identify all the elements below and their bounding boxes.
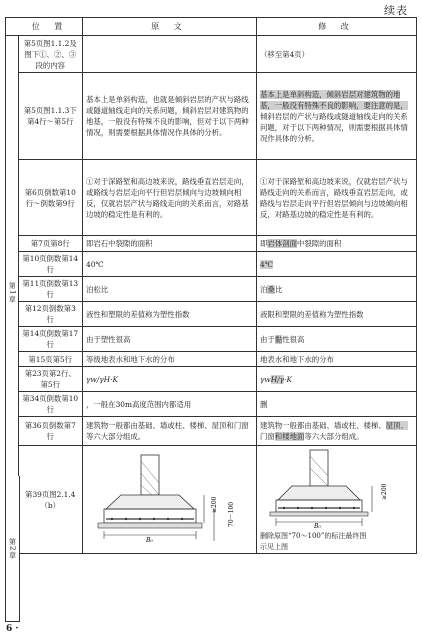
row-original: 由于塑性很高	[83, 327, 257, 352]
foundation-diagram-original	[86, 453, 246, 543]
revised-highlight: 4℃	[260, 259, 273, 269]
row-original: γw/γH·K	[83, 367, 257, 392]
row-revised: 删	[257, 392, 417, 417]
row-original: 建筑物一般都由基础、墙或柱、楼梯、屋顶和门窗等六大部分组成。	[83, 417, 257, 446]
row-revised: （移至第4页）	[257, 36, 417, 73]
table-row	[6, 160, 417, 236]
continued-label: 续表	[384, 4, 408, 17]
row-revised: 建筑物一般都由基础、墙或柱、楼梯、屋顶、门窗和楼地面等六大部分组成。	[257, 417, 417, 446]
row-location: 第34页倒数第10行	[18, 392, 83, 417]
row-revised: 即岩体剖面中裂隙的面积	[257, 236, 417, 252]
row-location: 第5页图1.1.3下第4行～第5行	[18, 73, 83, 160]
chapter-1-label: 第1章	[8, 281, 17, 304]
row-original	[83, 36, 257, 73]
chapter-2-label: 第2章	[8, 537, 17, 560]
row-original: 基本上是单斜构造，也就是倾斜岩层的产状与路线或隧道轴线走向的关系问题，倾斜岩层对建筑物的地基，一般没有特殊不良的影响，但对于以下两种情况，则需要根据具体情况作具体的分析。	[83, 73, 257, 160]
table-row	[6, 252, 417, 277]
row-location: 第7页第8行	[18, 236, 83, 252]
revised-highlight: 和楼地面	[274, 432, 305, 441]
original-figure-cell	[83, 446, 257, 554]
row-original: 40℃	[83, 252, 257, 277]
foundation-diagram-revised	[260, 448, 410, 528]
row-original: 等级地表水和地下水的分布	[83, 352, 257, 367]
row-location: 第36页倒数第7行	[18, 417, 83, 446]
table-row	[6, 446, 417, 554]
row-location: 第5页图1.1.2及图下①、②、③段的内容	[18, 36, 83, 73]
width-label: B₀	[314, 523, 321, 528]
row-original: ，一般在30m高度范围内都适用	[83, 392, 257, 417]
depth-label: 70～100	[228, 501, 235, 527]
row-revised: 地表水和地下水的分布	[257, 352, 417, 367]
height-label: ≥200	[381, 483, 388, 500]
table-row	[6, 367, 417, 392]
col-original: 原 文	[83, 18, 257, 36]
page-number: 6 ·	[6, 624, 19, 634]
revision-note: 删除原图“70～100”的标注最终图示见上图	[260, 532, 367, 551]
row-location: 第6页倒数第10行～倒数第9行	[18, 160, 83, 236]
table-row	[6, 392, 417, 417]
table-row	[6, 277, 417, 302]
row-revised: 液限和塑限的差值称为塑性指数	[257, 302, 417, 327]
revised-highlight: 屋顶、	[385, 421, 408, 430]
row-revised: γwH/γ·K	[257, 367, 417, 392]
revised-highlight: 岩体剖面	[267, 239, 297, 248]
row-revised: ①对于深路堑和高边坡来说，仅就岩层产状与路线走向的关系而言，路线垂直岩层走向，或路线与岩层走向平行但岩层倾向与边坡倾向相反，对路基边坡的稳定性是有利的。	[257, 160, 417, 236]
row-location: 第15页第5行	[18, 352, 83, 367]
row-revised: 基本上是单斜构造，倾斜岩层对建筑物的地基，一般没有特殊不良的影响，要注意的是，倾斜岩层的产状与路线或隧道轴线走向的关系问题，对于以下两种情况，则需要根据具体情况作具体的分析。	[257, 73, 417, 160]
table-row	[6, 352, 417, 367]
errata-table	[5, 17, 417, 554]
row-original: 泊松比	[83, 277, 257, 302]
col-revised: 修 改	[257, 18, 417, 36]
row-original: 液性和塑限的差值称为塑性指数	[83, 302, 257, 327]
col-location: 位 置	[18, 18, 83, 36]
revised-highlight: H/γ	[270, 374, 285, 384]
table-row	[6, 302, 417, 327]
revised-highlight: 黏	[274, 334, 283, 344]
table-row	[6, 236, 417, 252]
width-label: B₀	[146, 537, 153, 543]
row-location: 第14页倒数第17行	[18, 327, 83, 352]
revised-highlight: 桑	[267, 284, 275, 294]
table-row	[6, 36, 417, 73]
height-label: ≥200	[211, 496, 218, 513]
row-location: 第11页倒数第13行	[18, 277, 83, 302]
row-original: 即岩石中裂隙的面积	[83, 236, 257, 252]
row-location: 第10页倒数第14行	[18, 252, 83, 277]
row-revised: 由于黏性很高	[257, 327, 417, 352]
table-row	[6, 327, 417, 352]
row-original: ①对于深路堑和高边坡来说，路线垂直岩层走向，或路线与岩层走向平行但岩层倾向与边坡倾向相反，仅就岩层产状与路线走向的关系而言，对路基边坡的稳定性是有利的。	[83, 160, 257, 236]
revised-highlight: 基本上是单斜构造，倾斜岩层对建筑物的地基，一般没有特殊不良的影响，要注意的是，	[260, 89, 408, 110]
table-row	[6, 73, 417, 160]
row-location: 第12页倒数第3行	[18, 302, 83, 327]
row-location: 第39页图2.1.4（b）	[18, 446, 83, 554]
revised-figure-cell	[257, 446, 417, 554]
row-location: 第23页第2行、第5行	[18, 367, 83, 392]
row-revised	[257, 252, 417, 277]
row-revised: 泊桑比	[257, 277, 417, 302]
table-header-row	[6, 18, 417, 36]
table-row	[6, 417, 417, 446]
chapter-2-cell	[5, 476, 20, 622]
